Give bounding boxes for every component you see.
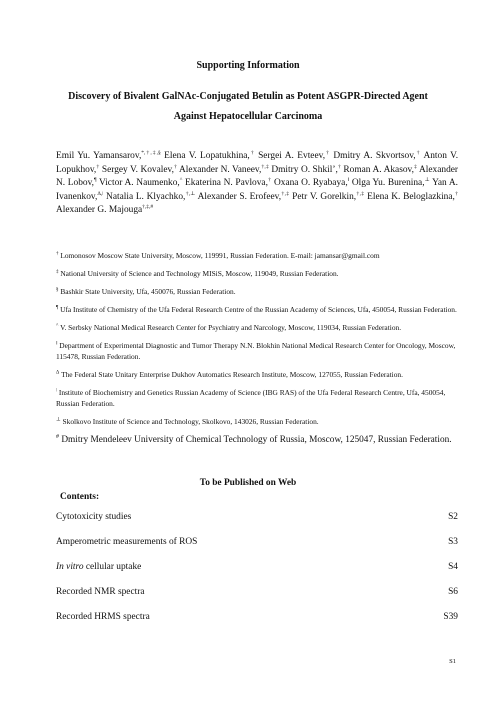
author: Victor A. Naumenko,^ (96, 176, 183, 188)
affiliation: ‡ National University of Science and Technology MISiS, Moscow, 119049, Russian Federation. (56, 269, 339, 278)
author: Oxana O. Ryabaya,‖ (271, 176, 350, 188)
paper-title-line-2: Against Hepatocellular Carcinoma (173, 111, 323, 122)
affiliation-list (56, 250, 458, 454)
toc-entry[interactable] (56, 537, 458, 562)
author: Sergei A. Evteev,† (254, 149, 330, 161)
author: Dmitry A. Skvortsov,† (329, 149, 421, 161)
toc-entry[interactable] (56, 612, 458, 637)
author: Anton V. Lopukhov,† (56, 151, 459, 175)
author: Natalia L. Klyachko,†,⊥ (103, 190, 196, 202)
toc-entry[interactable] (56, 562, 458, 587)
paper-title-line-1: Discovery of Bivalent GalNAc-Conjugated Betulin as Potent ASGPR-Directed Agent (68, 91, 428, 102)
author: Olga Yu. Burenina,⊥ (349, 176, 430, 188)
page-number: S1 (449, 658, 456, 665)
toc-entry-label: Recorded HRMS spectra (56, 612, 150, 622)
paper-title (0, 87, 496, 127)
author: Elena V. Lopatukhina,† (160, 149, 255, 161)
author: Yan A. Ivanenkov,$^{\Delta,ǀ}$ (56, 178, 459, 202)
author: Elena K. Beloglazkina,† (364, 190, 458, 202)
affiliation: ‖ Department of Experimental Diagnostic and Tumor Therapy N.N. Blokhin National Medical Research Center for Oncology, Moscow, 115478, Russian Federation. (56, 341, 456, 361)
author: Alexander N. Lobov,¶ (56, 164, 459, 188)
toc-entry-label: In vitro cellular uptake (56, 562, 142, 572)
author: Petr V. Gorelkin,†,‡ (289, 190, 365, 202)
table-of-contents (56, 512, 458, 637)
affiliation: † Lomonosov Moscow State University, Moscow, 119991, Russian Federation. E-mail: jamansar@gmail.com (56, 251, 380, 260)
affiliation: $^ǀ$ Institute of Biochemistry and Genetics Russian Academy of Science (IBG RAS) of the Ufa Federal Research Centre, Ufa, 450054, Russian Federation. (56, 388, 446, 408)
toc-entry[interactable] (56, 512, 458, 537)
author: Alexander G. Majouga†,‡,# (56, 203, 154, 215)
author: Sergey V. Kovalev,† (99, 163, 178, 175)
toc-entry[interactable] (56, 587, 458, 612)
toc-entry-label: Recorded NMR spectra (56, 587, 145, 597)
toc-entry-page: S39 (443, 612, 458, 622)
author: Ekaterina N. Pavlova,† (182, 176, 272, 188)
toc-entry-label: Cytotoxicity studies (56, 512, 132, 522)
toc-entry-page: S6 (448, 587, 458, 597)
toc-entry-label: Amperometric measurements of ROS (56, 537, 198, 547)
affiliation: # Dmitry Mendeleev University of Chemical Technology of Russia, Moscow, 125047, Russian Federation. (56, 433, 452, 445)
affiliation: ^ V. Serbsky National Medical Research Center for Psychiatry and Narcology, Moscow, 119034, Russian Federation. (56, 323, 402, 332)
affiliation: ¶ Ufa Institute of Chemistry of the Ufa Federal Research Centre of the Russian Academy of Sciences, Ufa, 450054, Russian Federation. (56, 305, 457, 314)
contents-label: Contents: (60, 492, 100, 502)
toc-entry-page: S2 (448, 512, 458, 522)
author: Emil Yu. Yamansarov,*,†,‡,§ (56, 149, 161, 161)
affiliation: $^\Delta$ The Federal State Unitary Enterprise Dukhov Automatics Research Institute, Moscow, 127055, Russian Federation. (56, 370, 403, 379)
toc-entry-page: S3 (448, 537, 458, 547)
toc-entry-page: S4 (448, 562, 458, 572)
author: Dmitry O. Shkil’,† (268, 163, 341, 175)
affiliation: ⊥ Skolkovo Institute of Science and Technology, Skolkovo, 143026, Russian Federation. (56, 417, 319, 426)
author: Alexander S. Erofeev,†,‡ (195, 190, 290, 202)
affiliation: § Bashkir State University, Ufa, 450076, Russian Federation. (56, 287, 236, 296)
author: Alexander N. Vaneev,†,‡ (177, 163, 269, 175)
author-list (56, 150, 458, 218)
author: Roman A. Akasov,‡ (340, 163, 418, 175)
supporting-information-heading: Supporting Information (196, 60, 300, 71)
web-heading: To be Published on Web (199, 478, 297, 488)
